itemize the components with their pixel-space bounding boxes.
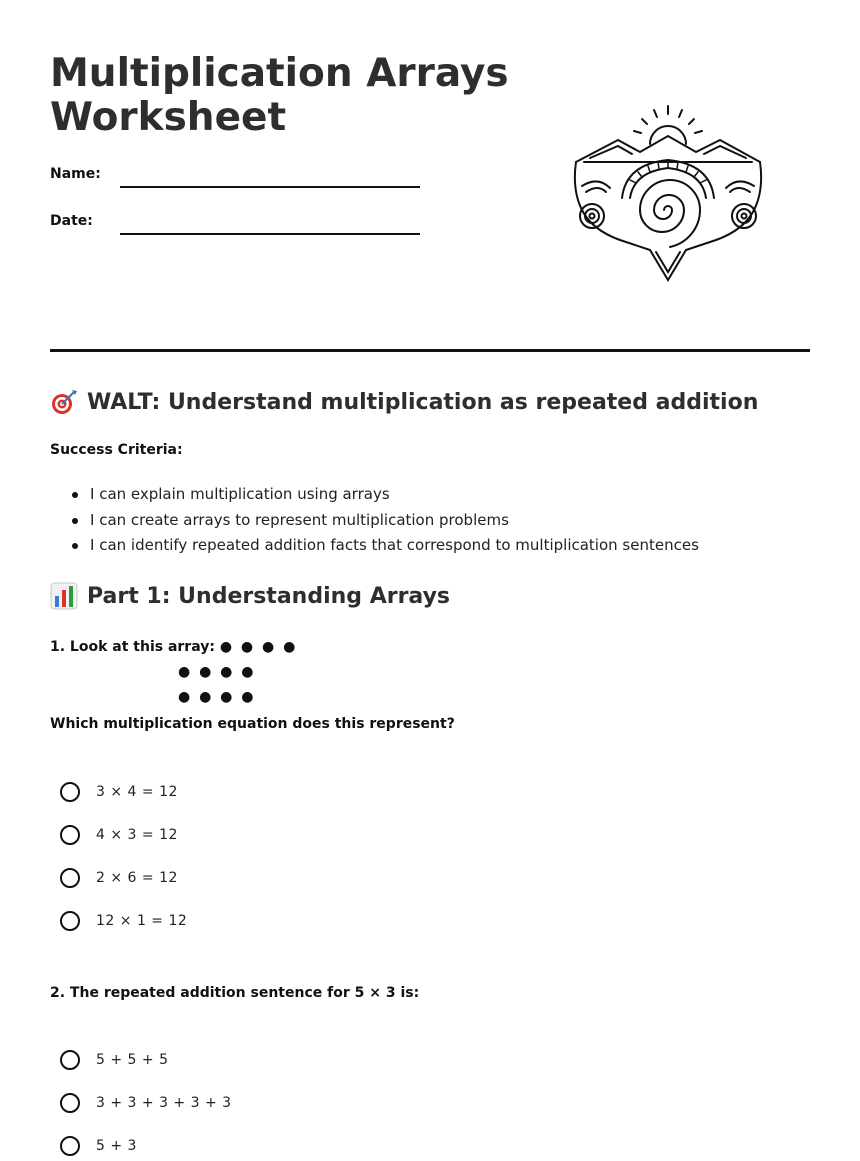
bar-chart-icon: [50, 582, 78, 610]
section-divider: [50, 349, 810, 352]
radio-button[interactable]: [60, 1136, 80, 1156]
radio-button[interactable]: [60, 868, 80, 888]
sun-mountain-koru-logo: [570, 100, 766, 284]
part1-heading-text: Part 1: Understanding Arrays: [87, 583, 451, 609]
q1-option-4[interactable]: [60, 908, 187, 934]
option-label: 4 × 3 = 12: [96, 827, 178, 843]
name-label: Name:: [50, 166, 101, 182]
radio-button[interactable]: [60, 1050, 80, 1070]
q1-option-2[interactable]: [60, 822, 178, 848]
name-field[interactable]: [120, 186, 420, 188]
list-item: I can create arrays to represent multiplication problems: [50, 508, 699, 534]
array-row-1: ● ● ● ●: [219, 639, 298, 655]
part1-heading: [50, 582, 450, 610]
option-label: 5 + 3: [96, 1138, 137, 1154]
q2-option-2[interactable]: [60, 1090, 232, 1116]
target-icon: [50, 388, 78, 416]
array-row-3: ● ● ● ●: [178, 689, 256, 705]
date-field[interactable]: [120, 233, 420, 235]
walt-heading-text: WALT: Understand multiplication as repeated addition: [87, 389, 759, 415]
array-row-2: ● ● ● ●: [178, 664, 256, 680]
radio-button[interactable]: [60, 1093, 80, 1113]
list-item: I can explain multiplication using arrays: [50, 482, 699, 508]
success-criteria-list: [50, 482, 699, 559]
radio-button[interactable]: [60, 825, 80, 845]
question-1-text: 1. Look at this array:: [50, 639, 220, 655]
radio-button[interactable]: [60, 782, 80, 802]
q2-option-3[interactable]: [60, 1133, 137, 1159]
option-label: 12 × 1 = 12: [96, 913, 188, 929]
question-2-prompt: 2. The repeated addition sentence for 5 × 3 is:: [50, 985, 420, 1001]
option-label: 3 × 4 = 12: [96, 784, 178, 800]
option-label: 3 + 3 + 3 + 3 + 3: [96, 1095, 232, 1111]
walt-heading: [50, 388, 758, 416]
q2-option-1[interactable]: [60, 1047, 168, 1073]
date-label: Date:: [50, 213, 93, 229]
success-criteria-label: Success Criteria:: [50, 442, 183, 458]
page-title: Multiplication Arrays Worksheet: [50, 51, 509, 140]
option-label: 5 + 5 + 5: [96, 1052, 169, 1068]
list-item: I can identify repeated addition facts that correspond to multiplication sentences: [50, 533, 699, 559]
radio-button[interactable]: [60, 911, 80, 931]
question-1-prompt: [50, 639, 297, 655]
option-label: 2 × 6 = 12: [96, 870, 178, 886]
question-1-question: Which multiplication equation does this represent?: [50, 716, 455, 732]
q1-option-1[interactable]: [60, 779, 178, 805]
q1-option-3[interactable]: [60, 865, 178, 891]
